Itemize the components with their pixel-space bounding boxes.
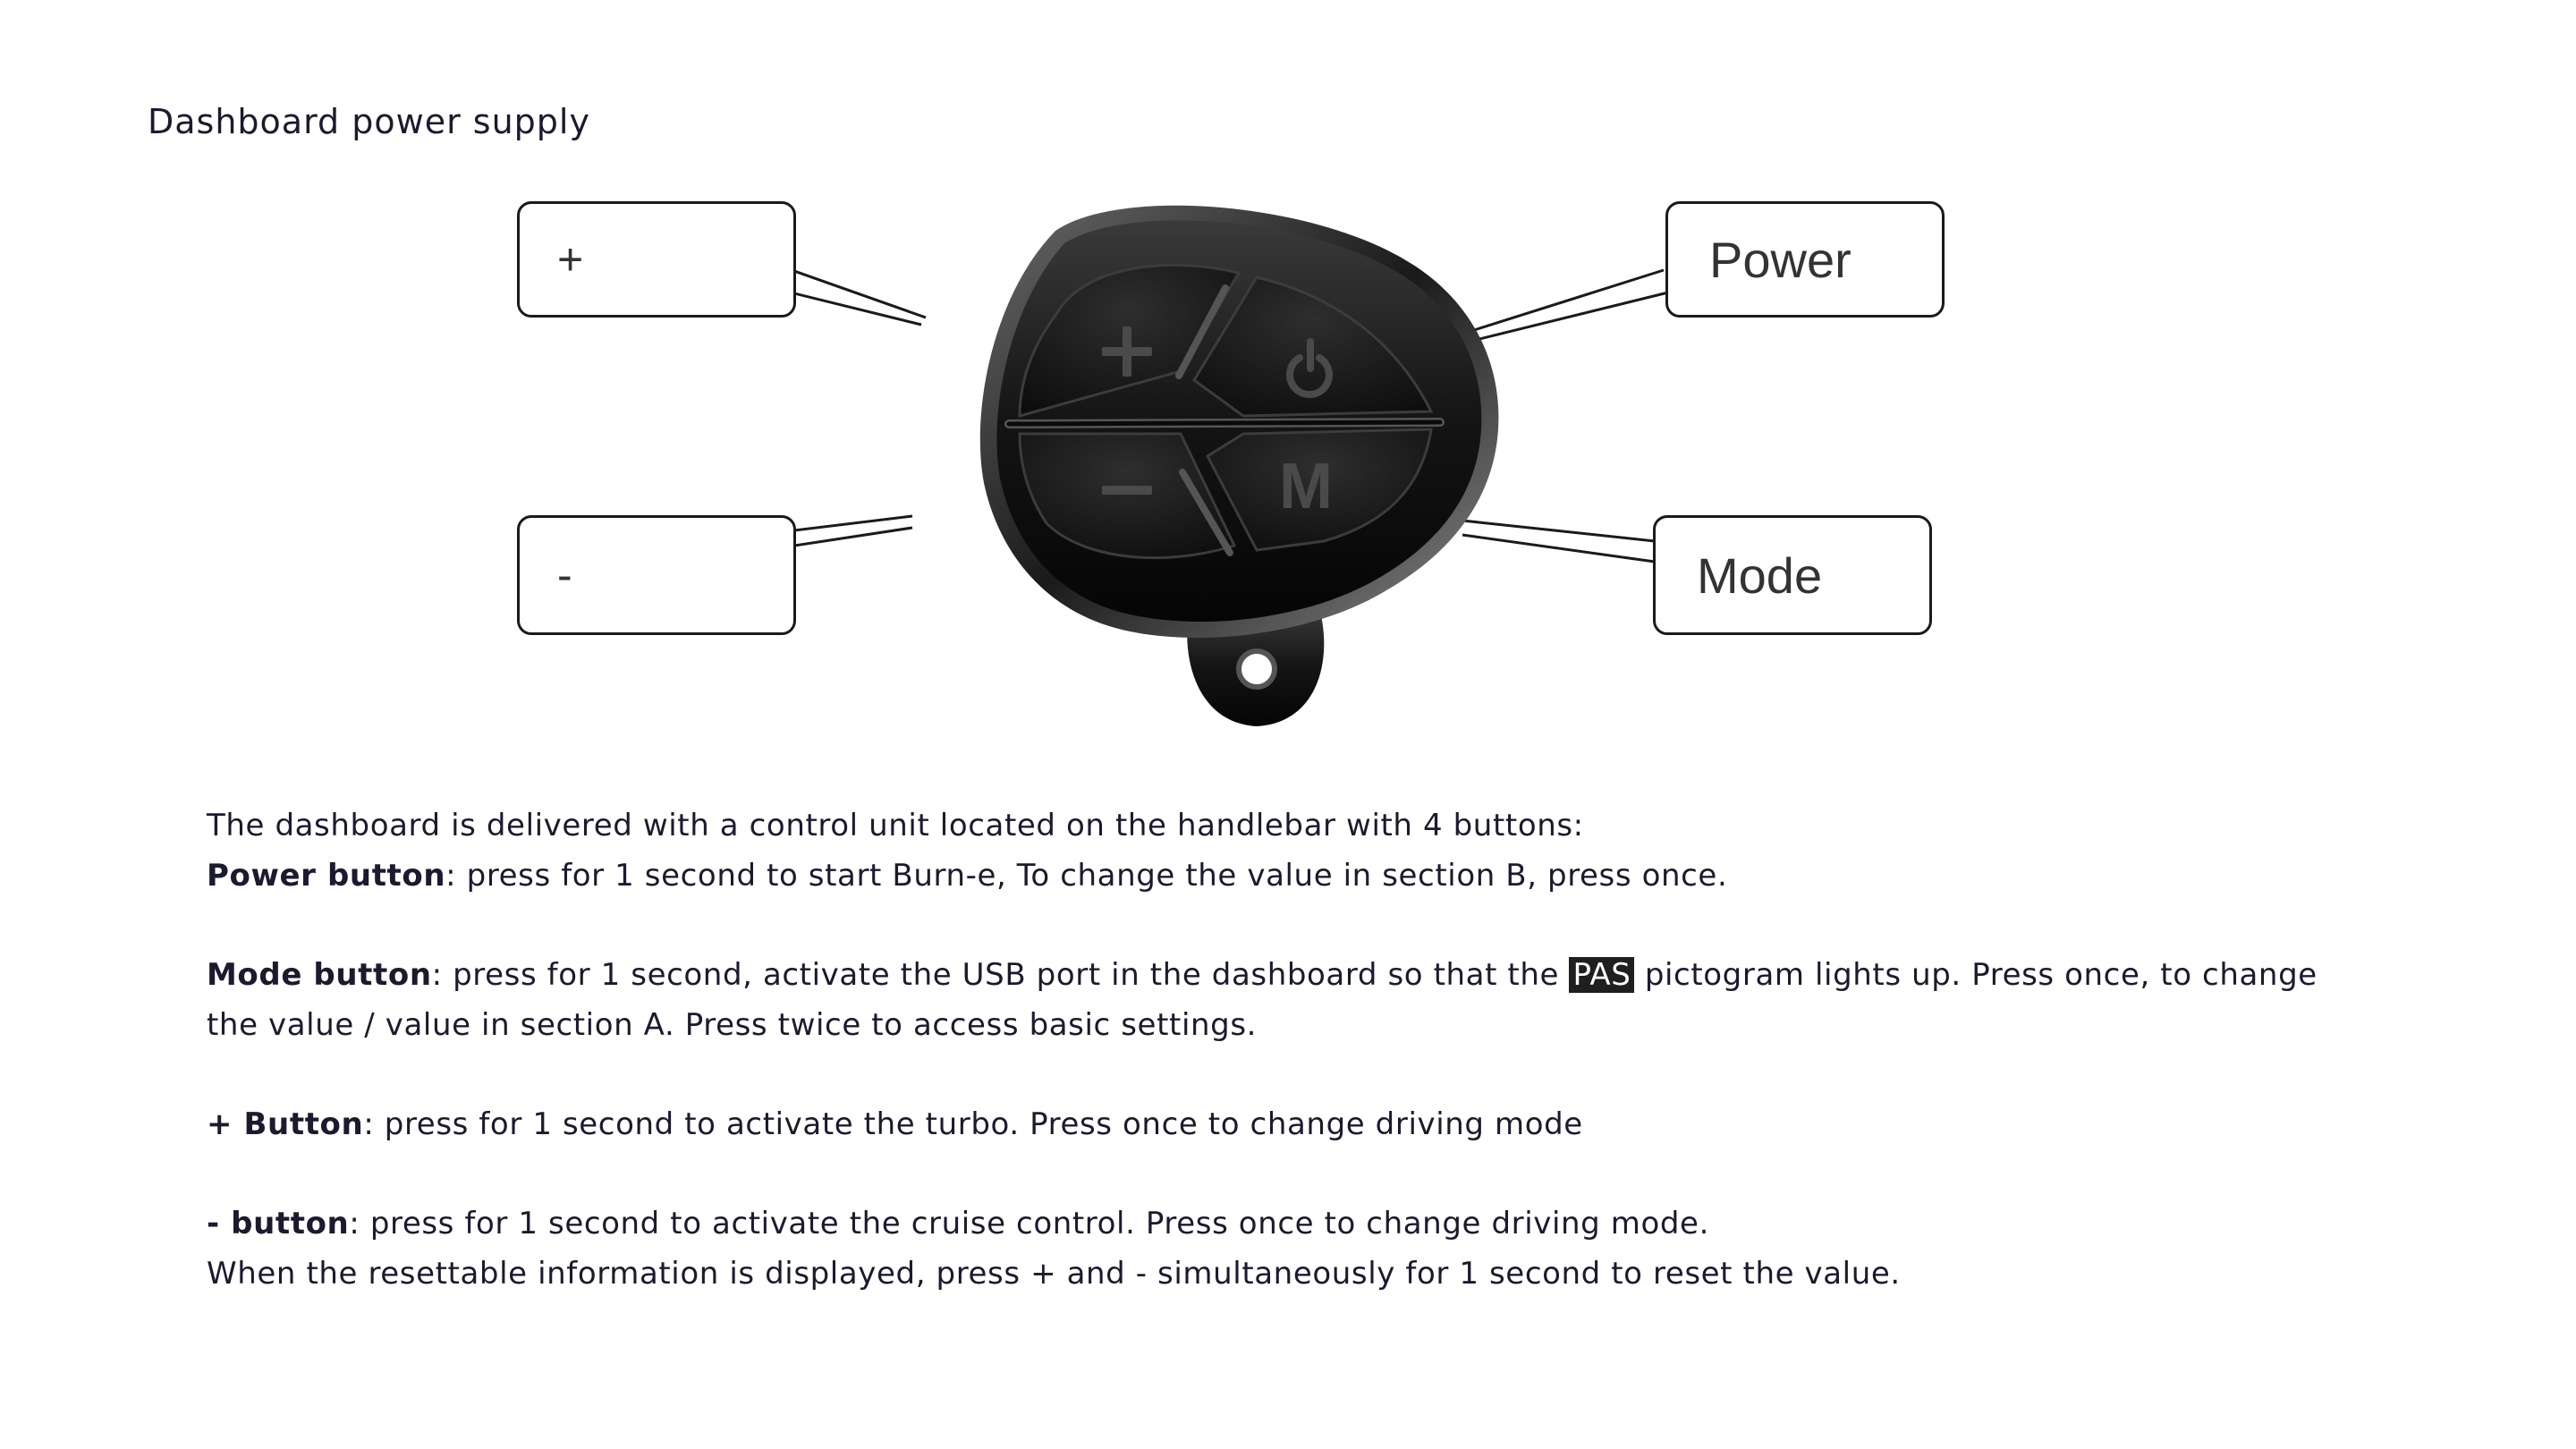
mode-label: Mode button bbox=[207, 957, 432, 993]
control-unit-diagram bbox=[501, 188, 1950, 742]
minus-label: - button bbox=[207, 1206, 350, 1241]
callout-mode-label: Mode bbox=[1697, 547, 1823, 604]
power-paragraph: Power button: press for 1 second to start Burn-e, To change the value in section B, press once. bbox=[207, 858, 1728, 894]
plus-paragraph: + Button: press for 1 second to activate the turbo. Press once to change driving mode bbox=[207, 1106, 1583, 1142]
instructions bbox=[207, 801, 2371, 1299]
reset-paragraph: When the resettable information is displayed, press + and - simultaneously for 1 second to reset the value. bbox=[207, 1256, 1901, 1292]
callout-plus-label: + bbox=[557, 234, 584, 284]
callout-mode bbox=[1653, 515, 1932, 635]
callout-power bbox=[1665, 201, 1945, 318]
callout-minus-label: - bbox=[557, 550, 572, 600]
page-title: Dashboard power supply bbox=[148, 102, 590, 141]
minus-paragraph: - button: press for 1 second to activate the cruise control. Press once to change driving mode. bbox=[207, 1206, 1709, 1241]
plus-label: + Button bbox=[207, 1106, 364, 1142]
mode-paragraph: Mode button: press for 1 second, activate the USB port in the dashboard so that the PAS pictogram lights up. Press once, to change the value / value in section A. Press twice to access basic settings. bbox=[207, 957, 2318, 1043]
callout-plus bbox=[517, 201, 796, 318]
power-label: Power button bbox=[207, 858, 446, 894]
callout-power-label: Power bbox=[1709, 231, 1852, 288]
callout-minus bbox=[517, 515, 796, 635]
device-mode-glyph: M bbox=[1279, 451, 1333, 522]
intro-paragraph: The dashboard is delivered with a control unit located on the handlebar with 4 buttons: bbox=[207, 808, 1584, 843]
pas-highlight: PAS bbox=[1569, 957, 1634, 993]
